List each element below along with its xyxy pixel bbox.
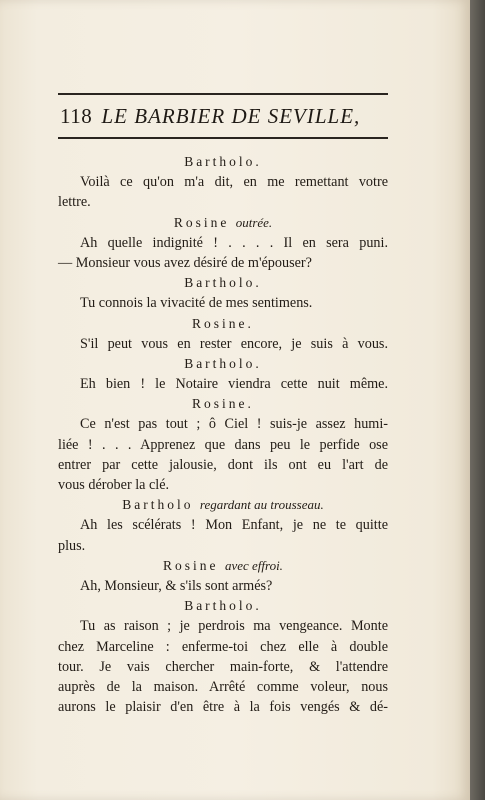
speaker-heading — [58, 314, 388, 334]
speaker-heading — [58, 152, 388, 172]
speaker-heading — [58, 495, 388, 515]
page-number: 118 — [60, 104, 93, 128]
play-text — [58, 152, 388, 717]
page-edge — [470, 0, 485, 800]
speaker-name: Bartholo. — [184, 275, 262, 291]
dialogue-line: Voilà ce qu'on m'a dit, en me remettant votre — [80, 174, 388, 191]
dialogue-line: Ah les scélérats ! Mon Enfant, je ne te quitte — [80, 517, 388, 534]
speaker-heading — [58, 273, 388, 293]
speaker-name: Bartholo. — [184, 355, 262, 371]
dialogue-line: Ah, Monsieur, & s'ils sont armés? — [80, 577, 273, 594]
speaker-name: Bartholo — [122, 497, 194, 513]
header-rule-bottom — [58, 137, 388, 139]
running-header — [60, 104, 390, 132]
dialogue-line: Eh bien ! le Notaire viendra cette nuit même. — [80, 376, 388, 393]
dialogue-line: chez Marceline : enferme-toi chez elle à double — [58, 638, 388, 655]
dialogue-line: aurons le plaisir d'en être à la fois vengés & dé- — [58, 699, 388, 716]
speaker-heading — [58, 596, 388, 616]
dialogue-line: Tu as raison ; je perdrois ma vengeance. Monte — [80, 618, 388, 635]
speaker-name: Rosine — [163, 557, 219, 573]
stage-direction: avec effroi. — [224, 557, 283, 573]
dialogue-line: Tu connois la vivacité de mes sentimens. — [80, 295, 313, 312]
running-title: LE BARBIER DE SEVILLE, — [101, 104, 361, 128]
stage-direction: regardant au trousseau. — [199, 497, 324, 513]
stage-direction: outrée. — [235, 214, 273, 230]
dialogue-line: Ah quelle indignité ! . . . . Il en sera puni. — [80, 234, 388, 251]
dialogue-line: — Monsieur vous avez désiré de m'épouser? — [58, 254, 312, 271]
speaker-heading — [58, 556, 388, 576]
speaker-heading — [58, 213, 388, 233]
dialogue-line: S'il peut vous en rester encore, je suis à vous. — [80, 335, 388, 352]
dialogue-line: Ce n'est pas tout ; ô Ciel ! suis-je assez humi- — [80, 416, 388, 433]
dialogue-line: auprès de la maison. Arrêté comme voleur, nous — [58, 678, 388, 695]
speaker-heading — [58, 394, 388, 414]
dialogue-line: lettre. — [58, 194, 91, 211]
speaker-name: Rosine — [173, 214, 230, 230]
dialogue-line: plus. — [58, 537, 86, 554]
speaker-heading — [58, 354, 388, 374]
dialogue-line: entrer par cette jalousie, dont ils ont eu l'art de — [58, 456, 388, 473]
speaker-name: Rosine. — [192, 315, 254, 331]
dialogue-line: liée ! . . . Apprenez que dans peu le perfide ose — [58, 436, 388, 453]
speaker-name: Bartholo. — [184, 154, 262, 169]
header-rule-top — [58, 93, 388, 95]
dialogue-line: tour. Je vais chercher main-forte, & l'attendre — [58, 658, 388, 675]
dialogue-line: vous dérober la clé. — [58, 477, 170, 493]
speaker-name: Rosine. — [192, 396, 254, 412]
speaker-name: Bartholo. — [184, 598, 262, 614]
